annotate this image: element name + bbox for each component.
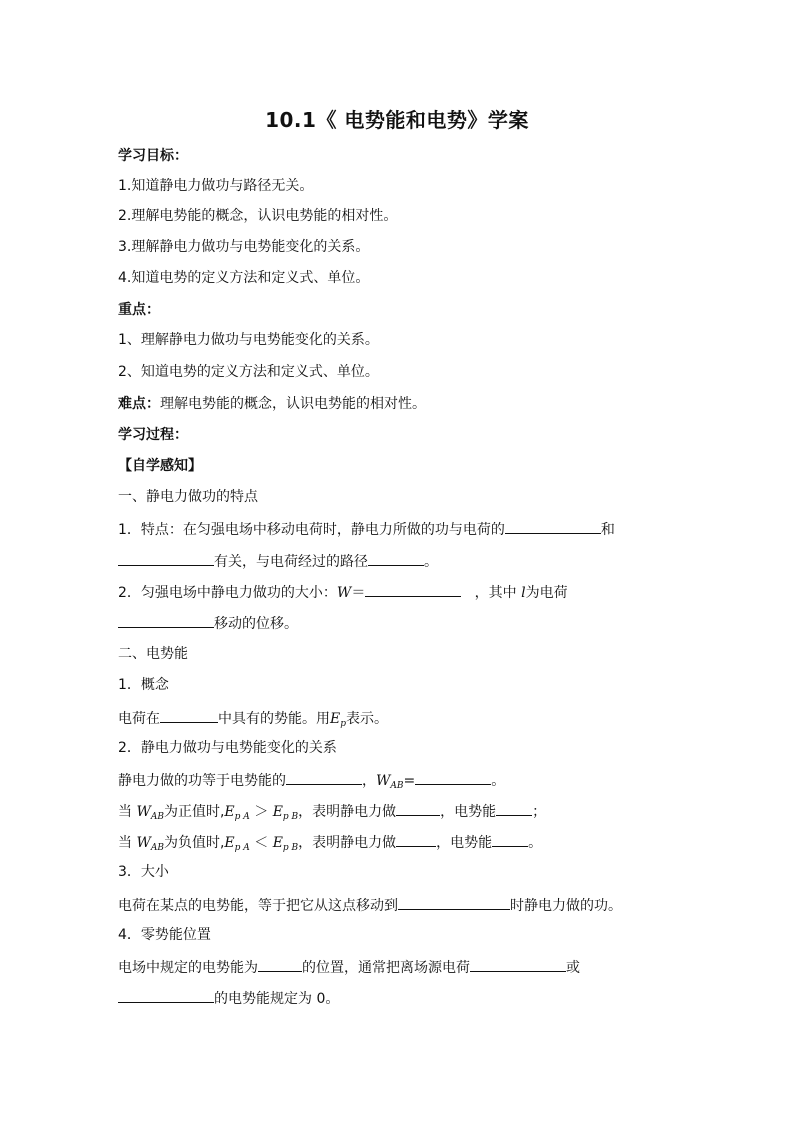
text: 为电荷 [525, 585, 568, 601]
text: ，表明静电力做 [298, 804, 397, 820]
answer-blank[interactable] [470, 956, 566, 972]
page-title: 10.1《 电势能和电势》学案 [265, 108, 529, 132]
text: 当 [118, 804, 132, 820]
variable-e: E [224, 804, 235, 820]
text: 有关，与电荷经过的路径 [214, 554, 368, 570]
zero-point-line [118, 956, 580, 978]
text: ； [532, 804, 547, 820]
variable-e: E [330, 711, 341, 727]
answer-blank[interactable] [396, 800, 440, 816]
key-point-item: 2、知道电势的定义方法和定义式、单位。 [118, 364, 379, 380]
answer-blank[interactable] [496, 800, 532, 816]
feature-line-1 [118, 518, 615, 540]
answer-blank[interactable] [492, 831, 528, 847]
difficulty-text: 理解电势能的概念，认识电势能的相对性。 [160, 396, 426, 412]
text: 。 [528, 835, 543, 851]
greater-than-sign: ＞ [254, 804, 269, 820]
answer-blank[interactable] [368, 550, 424, 566]
subscript: p A [234, 812, 250, 822]
variable-l: l [521, 585, 526, 601]
variable-e: E [224, 835, 235, 851]
process-heading: 学习过程： [118, 427, 188, 443]
answer-blank[interactable] [396, 831, 436, 847]
work-formula-line [118, 581, 568, 603]
text: 为正值时, [163, 804, 225, 820]
text: 中具有的势能。用 [218, 711, 330, 727]
answer-blank[interactable] [415, 769, 491, 785]
goal-item: 2.理解电势能的概念，认识电势能的相对性。 [118, 208, 398, 224]
goal-item: 4.知道电势的定义方法和定义式、单位。 [118, 270, 370, 286]
subscript: p [340, 719, 346, 729]
subscript: p A [234, 843, 250, 853]
text: 。 [424, 554, 438, 570]
text: 2．匀强电场中静电力做功的大小： [118, 585, 337, 601]
variable-w: W [136, 835, 151, 851]
variable-e: E [272, 835, 283, 851]
goals-heading: 学习目标： [118, 148, 188, 164]
answer-blank[interactable] [118, 987, 214, 1003]
work-energy-line [118, 769, 505, 796]
answer-blank[interactable] [118, 612, 214, 628]
feature-line-2 [118, 550, 438, 572]
key-points-heading: 重点： [118, 302, 160, 318]
answer-blank[interactable] [398, 894, 510, 910]
text: 表示。 [346, 711, 388, 727]
text: 为负值时, [163, 835, 225, 851]
text: 电荷在 [118, 711, 160, 727]
answer-blank[interactable] [286, 769, 362, 785]
variable-w: W [336, 585, 352, 601]
text: 静电力做的功等于电势能的 [118, 773, 286, 789]
text: ，电势能 [440, 804, 497, 820]
text: 或 [566, 960, 580, 976]
goal-item: 3.理解静电力做功与电势能变化的关系。 [118, 239, 370, 255]
less-than-sign: ＜ [254, 835, 269, 851]
subsection-heading: 4．零势能位置 [118, 927, 211, 943]
answer-blank[interactable] [118, 550, 214, 566]
subscript: AB [150, 812, 164, 822]
text: 时静电力做的功。 [510, 898, 622, 914]
subscript: p B [282, 812, 299, 822]
negative-work-line [118, 831, 542, 858]
answer-blank[interactable] [505, 518, 601, 534]
answer-blank[interactable] [365, 581, 461, 597]
text: 当 [118, 835, 132, 851]
text: ，电势能 [436, 835, 493, 851]
text: ＝ [351, 585, 366, 601]
answer-blank[interactable] [258, 956, 302, 972]
text: 和 [600, 522, 615, 538]
self-study-heading: 【自学感知】 [118, 458, 202, 474]
subscript: AB [150, 843, 164, 853]
text: 的电势能规定为 0。 [214, 991, 340, 1007]
difficulty-line [118, 394, 426, 414]
difficulty-heading: 难点： [118, 396, 160, 412]
text: 电场中规定的电势能为 [118, 960, 258, 976]
text: 电荷在某点的电势能，等于把它从这点移动到 [118, 898, 398, 914]
subscript: AB [390, 781, 404, 791]
subsection-heading: 1．概念 [118, 677, 169, 693]
goal-item: 1.知道静电力做功与路径无关。 [118, 178, 314, 194]
text: 1．特点：在匀强电场中移动电荷时，静电力所做的功与电荷的 [118, 522, 505, 538]
magnitude-line [118, 894, 622, 916]
text: 的位置，通常把离场源电荷 [302, 960, 470, 976]
text: = [403, 773, 416, 789]
variable-e: E [272, 804, 283, 820]
text: ， [362, 773, 376, 789]
subscript: p B [282, 843, 299, 853]
work-formula-line-2 [118, 612, 298, 634]
key-point-item: 1、理解静电力做功与电势能变化的关系。 [118, 332, 379, 348]
concept-line [118, 707, 388, 734]
positive-work-line [118, 800, 546, 827]
text: 。 [491, 773, 506, 789]
subsection-heading: 3．大小 [118, 864, 169, 880]
text: 移动的位移。 [214, 616, 298, 632]
zero-point-line-2 [118, 987, 339, 1009]
section-heading: 一、静电力做功的特点 [118, 489, 258, 505]
variable-w: W [136, 804, 151, 820]
subsection-heading: 2．静电力做功与电势能变化的关系 [118, 740, 337, 756]
section-heading: 二、电势能 [118, 646, 188, 662]
variable-w: W [376, 773, 391, 789]
text: ，其中 [474, 585, 517, 601]
answer-blank[interactable] [160, 707, 218, 723]
text: ，表明静电力做 [298, 835, 397, 851]
